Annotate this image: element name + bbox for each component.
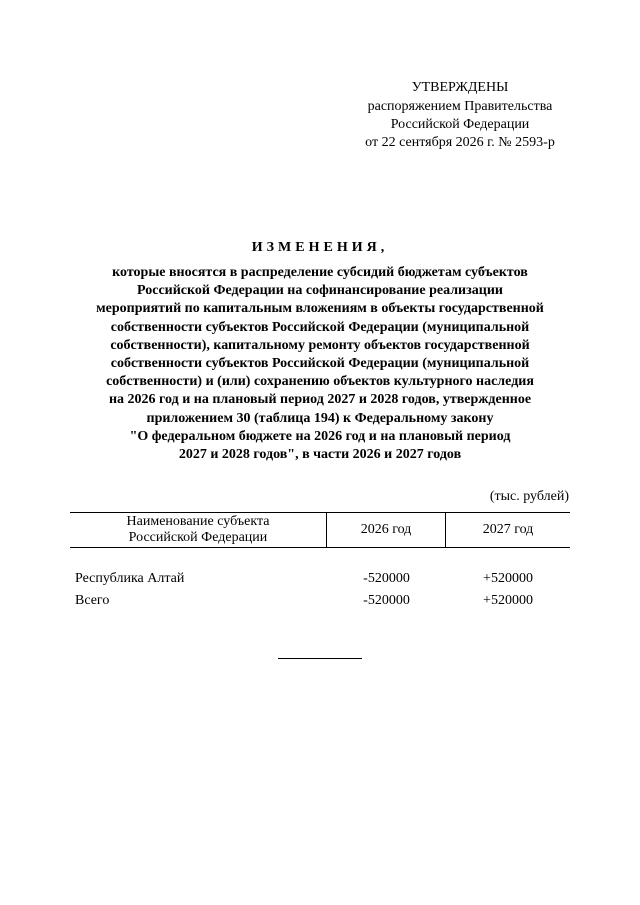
row-value-2027: +520000 — [483, 593, 533, 608]
subtitle-line: собственности субъектов Российской Федерации (муниципальной — [110, 356, 530, 372]
table-header — [70, 512, 570, 548]
header-subject — [70, 513, 327, 547]
subtitle-line: 2027 и 2028 годов", в части 2026 и 2027 годов — [178, 447, 462, 463]
table-row-total — [70, 590, 570, 612]
header-subject-line-2: Российской Федерации — [128, 530, 268, 545]
approval-line-3: от 22 сентября 2026 г. № 2593-р — [365, 135, 555, 150]
row-value-2026: -520000 — [363, 593, 410, 608]
end-divider — [278, 658, 362, 659]
document-subtitle — [64, 264, 576, 464]
row-value-2027: +520000 — [483, 571, 533, 586]
row-subject-name: Всего — [75, 593, 110, 608]
subtitle-line: на 2026 год и на плановый период 2027 и 2028 годов, утвержденное — [108, 392, 532, 408]
row-value-2026: -520000 — [363, 571, 410, 586]
subtitle-line: "О федеральном бюджете на 2026 год и на плановый период — [129, 428, 511, 444]
table-body — [70, 548, 570, 612]
subsidy-table — [70, 512, 570, 612]
subtitle-line: собственности субъектов Российской Федерации (муниципальной — [110, 319, 530, 335]
units-label: (тыс. рублей) — [489, 489, 569, 504]
table-row — [70, 568, 570, 590]
approval-line-2: Российской Федерации — [390, 117, 530, 132]
subtitle-line: собственности) и (или) сохранению объектов культурного наследия — [106, 374, 534, 390]
subtitle-line: собственности), капитальному ремонту объектов государственной — [110, 337, 530, 353]
header-year-2026: 2026 год — [327, 513, 446, 547]
approval-block — [340, 79, 580, 152]
document-title: ИЗМЕНЕНИЯ, — [251, 240, 389, 255]
subtitle-line: Российской Федерации на софинансирование реализации — [137, 283, 503, 299]
header-subject-line-1: Наименование субъекта — [126, 514, 270, 529]
approval-heading: УТВЕРЖДЕНЫ — [411, 80, 509, 95]
header-year-2027: 2027 год — [482, 522, 534, 537]
row-subject-name: Республика Алтай — [75, 571, 185, 586]
subtitle-line: которые вносятся в распределение субсидий бюджетам субъектов — [112, 265, 528, 280]
subtitle-line: мероприятий по капитальным вложениям в объекты государственной — [96, 301, 544, 317]
approval-line-1: распоряжением Правительства — [367, 99, 553, 114]
subtitle-line: приложением 30 (таблица 194) к Федеральному закону — [146, 410, 494, 426]
